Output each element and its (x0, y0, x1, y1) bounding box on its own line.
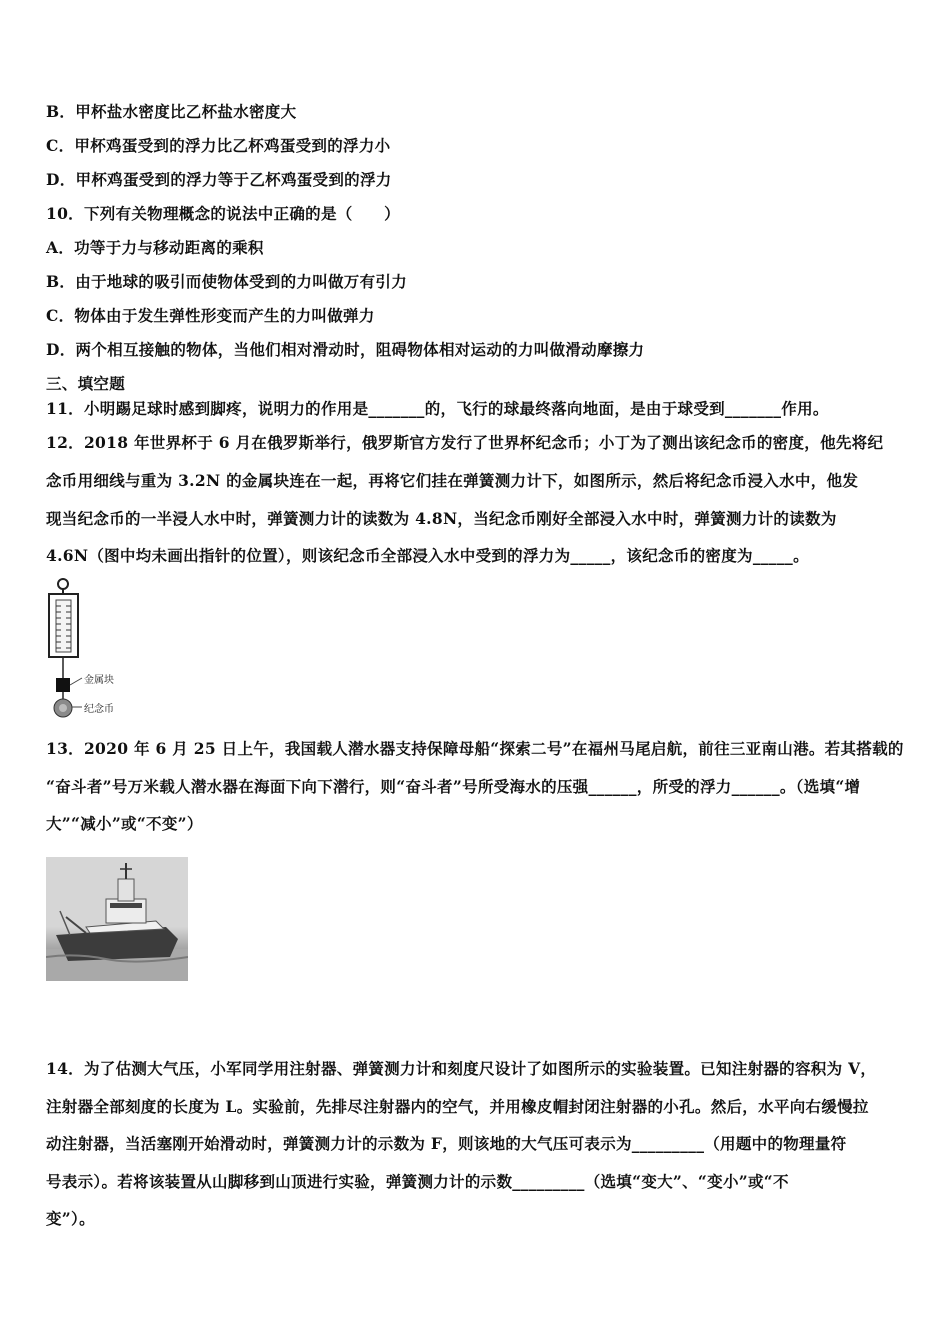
q12-line-4: 4.6N（图中均未画出指针的位置），则该纪念币全部浸入水中受到的浮力为_____，该纪念币的密度为_____。 (46, 546, 809, 565)
q12-line-3: 现当纪念币的一半浸人水中时，弹簧测力计的读数为 4.8N，当纪念币刚好全部浸入水中时，弹簧测力计的读数为 (46, 509, 837, 528)
q14-line-1: 14．为了估测大气压，小军同学用注射器、弹簧测力计和刻度尺设计了如图所示的实验装置。已知注射器的容积为 V， (46, 1059, 877, 1078)
coin-label: 纪念币 (84, 704, 114, 715)
q13-line-3: 大”“减小”或“不变”） (46, 814, 203, 833)
q10-stem: 10．下列有关物理概念的说法中正确的是（ ） (46, 204, 400, 223)
q10-option-a: A．功等于力与移动距离的乘积 (46, 238, 264, 257)
q13-line-1: 13．2020 年 6 月 25 日上午，我国载人潜水器支持保障母船“探索二号”在福州马尾启航，前往三亚南山港。若其搭载的 (46, 739, 904, 758)
q14-line-4: 号表示）。若将该装置从山脚移到山顶进行实验，弹簧测力计的示数_________（选填“变大”、“变小”或“不 (46, 1172, 789, 1191)
section-heading: 三、填空题 (46, 374, 126, 393)
ship-photo (46, 857, 188, 981)
q9-option-b: B．甲杯盐水密度比乙杯盐水密度大 (46, 102, 297, 121)
q14-line-5: 变”）。 (46, 1209, 95, 1228)
q10-option-b: B．由于地球的吸引而使物体受到的力叫做万有引力 (46, 272, 408, 291)
q12-line-2: 念币用细线与重为 3.2N 的金属块连在一起，再将它们挂在弹簧测力计下，如图所示，然后将纪念币浸入水中，他发 (46, 471, 859, 490)
q14-line-3: 动注射器，当活塞刚开始滑动时，弹簧测力计的示数为 F，则该地的大气压可表示为_________（用题中的物理量符 (46, 1134, 847, 1153)
ship-icon (46, 857, 188, 981)
q14-line-2: 注射器全部刻度的长度为 L。实验前，先排尽注射器内的空气，并用橡皮帽封闭注射器的小孔。然后，水平向右缓慢拉 (46, 1097, 869, 1116)
spring-scale-figure (46, 576, 156, 721)
metal-block-label: 金属块 (84, 675, 114, 686)
q9-option-c: C．甲杯鸡蛋受到的浮力比乙杯鸡蛋受到的浮力小 (46, 136, 391, 155)
q10-option-c: C．物体由于发生弹性形变而产生的力叫做弹力 (46, 306, 375, 325)
q9-option-d: D．甲杯鸡蛋受到的浮力等于乙杯鸡蛋受到的浮力 (46, 170, 392, 189)
q10-option-d: D．两个相互接触的物体，当他们相对滑动时，阻碍物体相对运动的力叫做滑动摩擦力 (46, 340, 645, 359)
q12-line-1: 12．2018 年世界杯于 6 月在俄罗斯举行，俄罗斯官方发行了世界杯纪念币；小丁为了测出该纪念币的密度，他先将纪 (46, 433, 884, 452)
q13-line-2: “奋斗者”号万米载人潜水器在海面下向下潜行，则“奋斗者”号所受海水的压强______，所受的浮力______。（选填“增 (46, 777, 861, 796)
q11-text: 11．小明踢足球时感到脚疼，说明力的作用是_______的，飞行的球最终落向地面，是由于球受到_______作用。 (46, 399, 829, 418)
